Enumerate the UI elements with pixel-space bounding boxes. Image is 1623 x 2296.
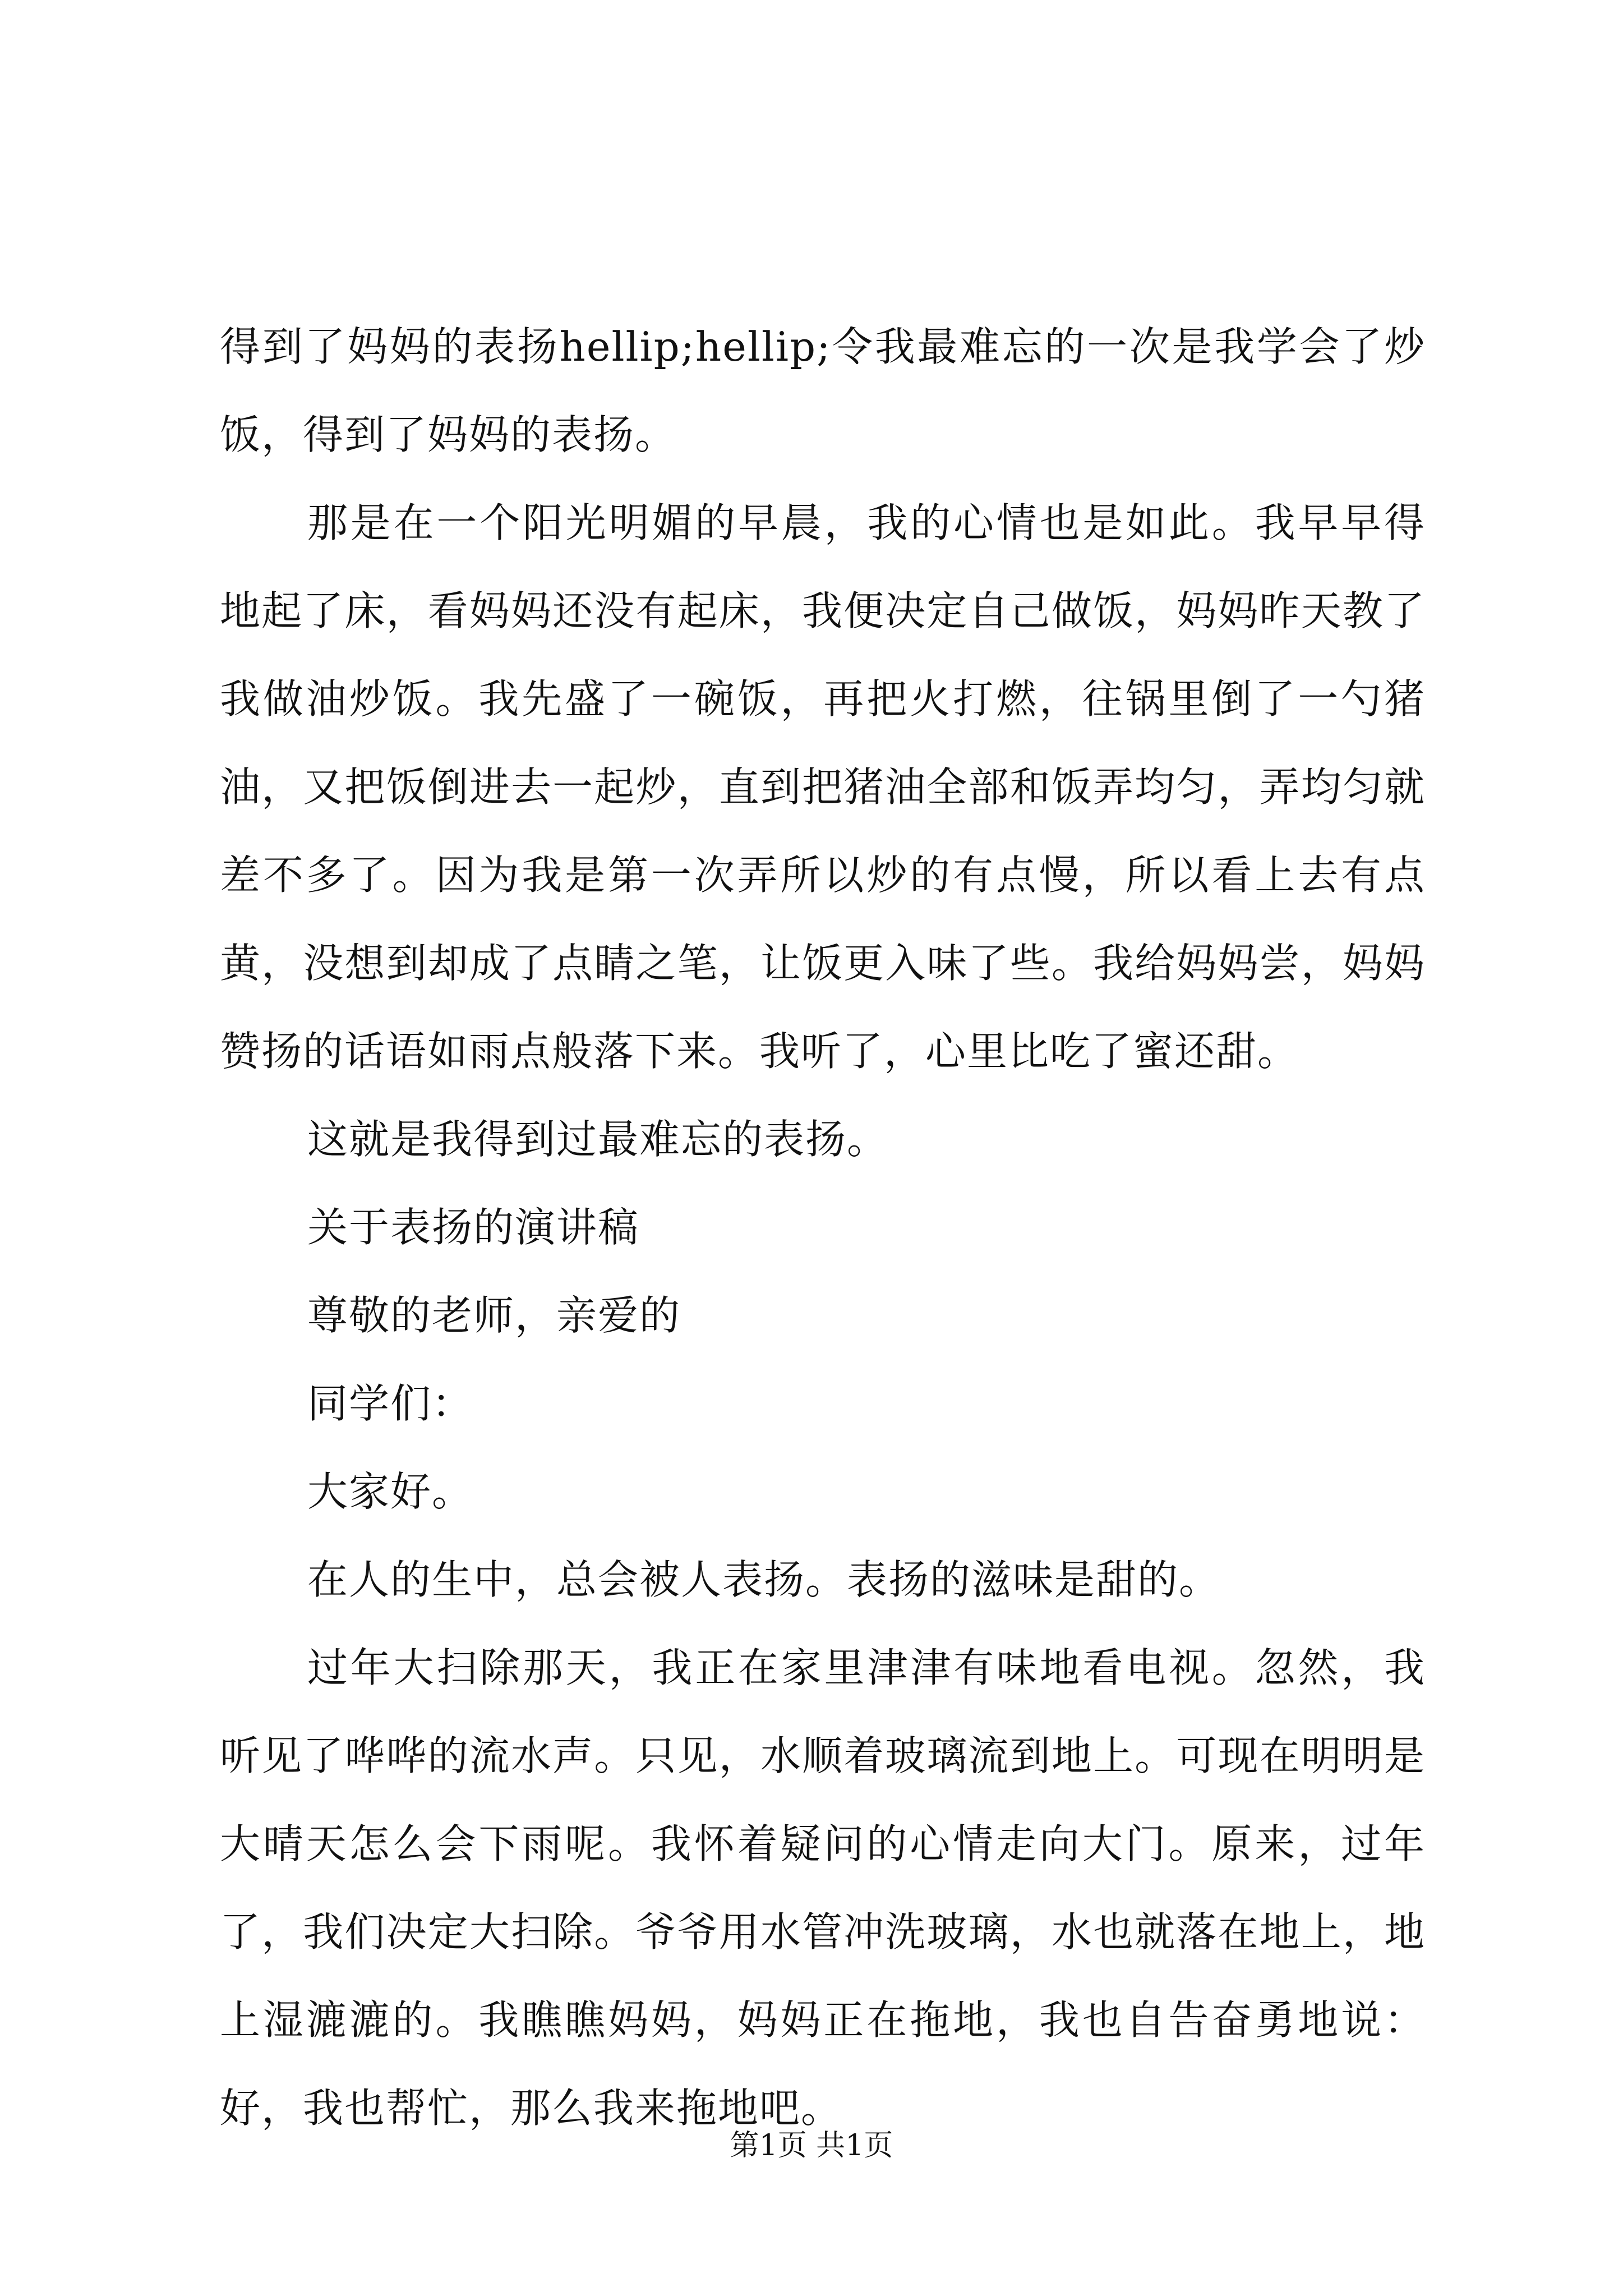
salutation-line-2: 同学们：	[307, 1380, 474, 1427]
paragraph-1: 得到了妈妈的表扬hellip;hellip;令我最难忘的一次是我学会了炒饭，得到了妈妈的表扬。	[220, 323, 1426, 458]
paragraph-8: 在人的生中，总会被人表扬。表扬的滋味是甜的。	[307, 1556, 1221, 1603]
page-footer: 第1页 共1页	[730, 2129, 893, 2162]
paragraph-9: 过年大扫除那天，我正在家里津津有味地看电视。忽然，我听见了哗哗的流水声。只见，水顺着玻璃流到地上。可现在明明是大晴天怎么会下雨呢。我怀着疑问的心情走向大门。原来，过年了，我们决定大扫除。爷爷用水管冲洗玻璃，水也就落在地上，地上湿漉漉的。我瞧瞧妈妈，妈妈正在拖地，我也自告奋勇地说：好，我也帮忙，那么我来拖地吧。	[220, 1644, 1426, 2132]
paragraph-3: 这就是我得到过最难忘的表扬。	[307, 1116, 889, 1163]
salutation-line-1: 尊敬的老师，亲爱的	[307, 1292, 681, 1339]
paragraph-2: 那是在一个阳光明媚的早晨，我的心情也是如此。我早早得地起了床，看妈妈还没有起床，我便决定自己做饭，妈妈昨天教了我做油炒饭。我先盛了一碗饭，再把火打燃，往锅里倒了一勺猪油，又把饭倒进去一起炒，直到把猪油全部和饭弄均匀，弄均匀就差不多了。因为我是第一次弄所以炒的有点慢，所以看上去有点黄，没想到却成了点睛之笔，让饭更入味了些。我给妈妈尝，妈妈赞扬的话语如雨点般落下来。我听了，心里比吃了蜜还甜。	[220, 499, 1426, 1075]
greeting: 大家好。	[307, 1468, 474, 1515]
document-body	[220, 303, 1426, 2152]
speech-title: 关于表扬的演讲稿	[307, 1204, 640, 1251]
